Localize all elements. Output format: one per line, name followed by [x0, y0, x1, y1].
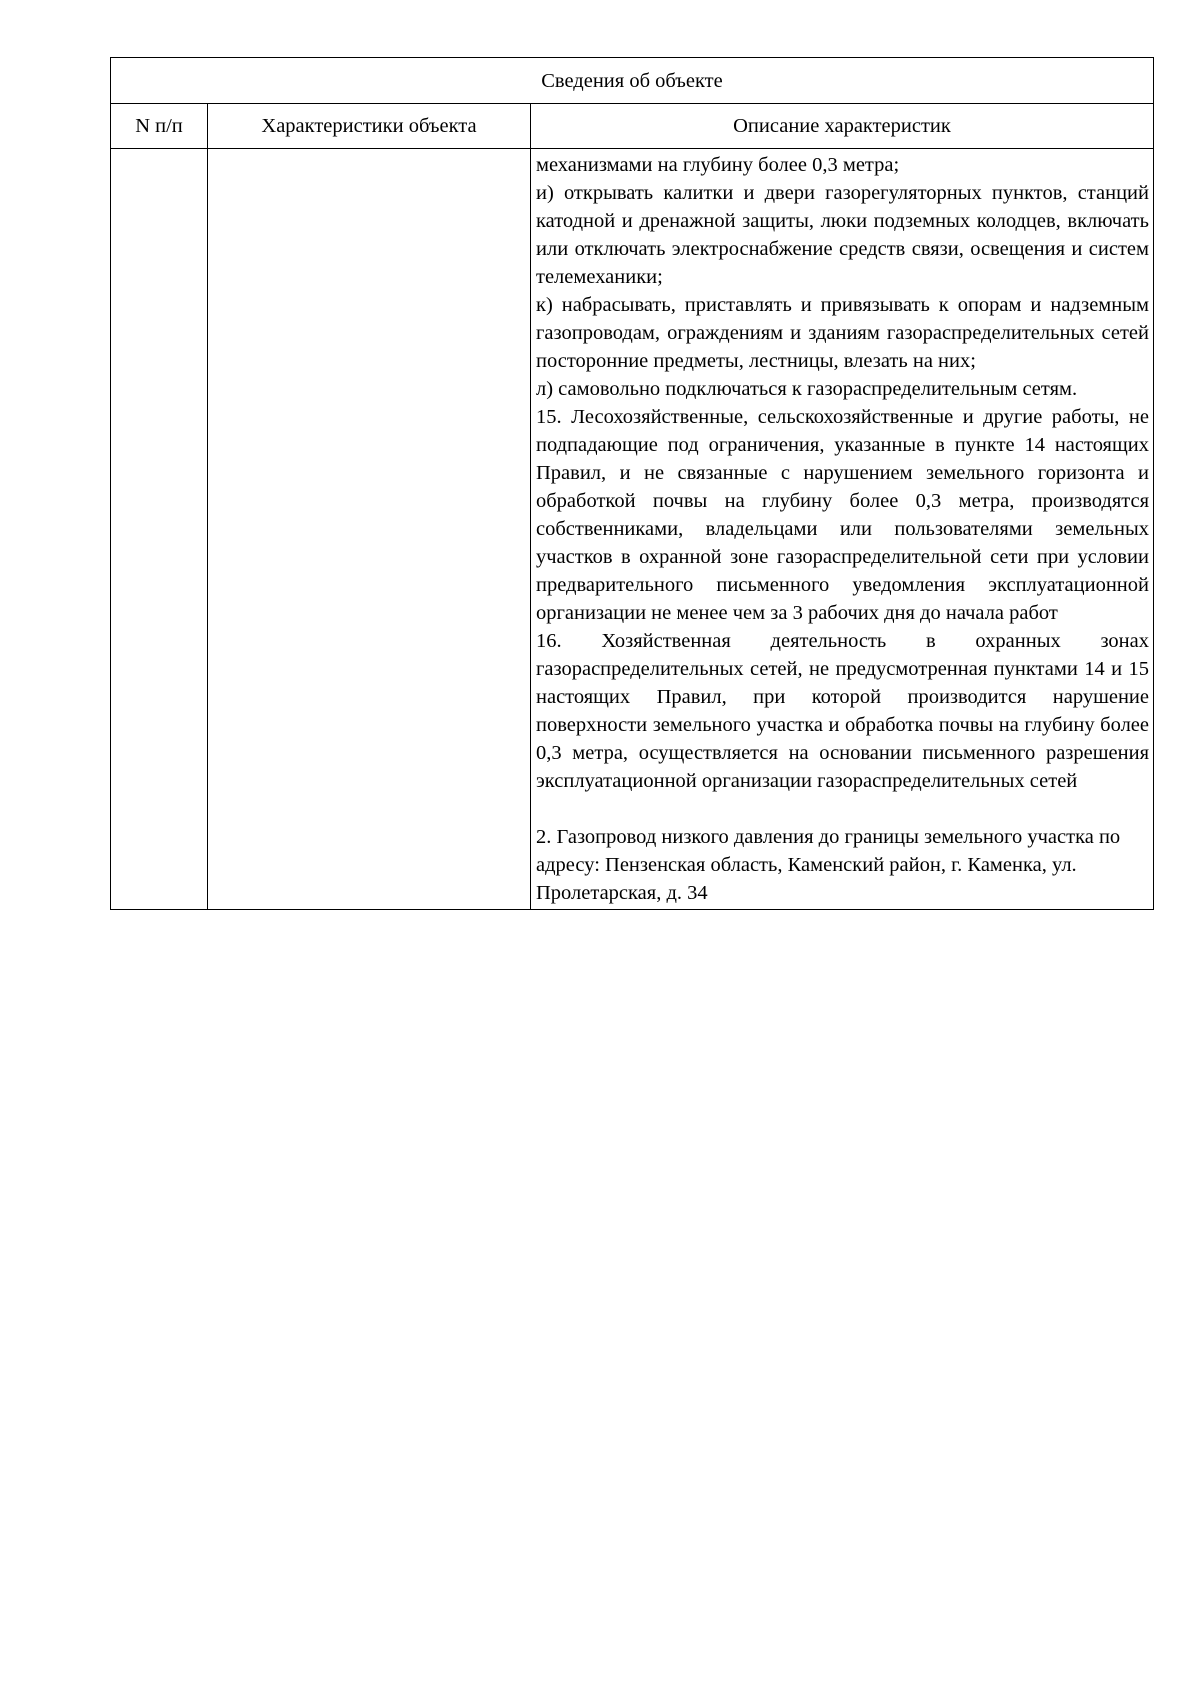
- table-header-row: [111, 104, 1154, 149]
- description-paragraph: механизмами на глубину более 0,3 метра;: [536, 154, 900, 176]
- cell-num: [111, 149, 208, 910]
- object-address-paragraph: 2. Газопровод низкого давления до границы земельного участка по адресу: Пензенская область, Каменский район, г. Каменка, ул. Пролетарская, д. 34: [536, 826, 1121, 904]
- table-row: [111, 149, 1154, 910]
- cell-description: [531, 149, 1154, 910]
- description-paragraph: л) самовольно подключаться к газораспределительным сетям.: [536, 378, 1078, 400]
- description-paragraph: 16. Хозяйственная деятельность в охранных зонах газораспределительных сетей, не предусмотренная пунктами 14 и 15 настоящих Правил, при которой производится нарушение поверхности земельного участка и обработка почвы на глубину более 0,3 метра, осуществляется на основании письменного разрешения эксплуатационной организации газораспределительных сетей: [536, 630, 1149, 792]
- description-paragraph: 15. Лесохозяйственные, сельскохозяйственные и другие работы, не подпадающие под ограничения, указанные в пункте 14 настоящих Правил, и не связанные с нарушением земельного горизонта и обработкой почвы на глубину более 0,3 метра, производятся собственниками, владельцами или пользователями земельных участков в охранной зоне газораспределительной сети при условии предварительного письменного уведомления эксплуатационной организации не менее чем за 3 рабочих дня до начала работ: [536, 406, 1149, 624]
- cell-characteristics: [208, 149, 531, 910]
- paragraph-spacer: [536, 795, 1149, 823]
- table-title: Сведения об объекте: [111, 58, 1154, 104]
- header-num: N п/п: [111, 104, 208, 149]
- header-description: Описание характеристик: [531, 104, 1154, 149]
- table-title-row: [111, 58, 1154, 104]
- header-characteristics: Характеристики объекта: [208, 104, 531, 149]
- object-info-table: [110, 57, 1154, 910]
- description-paragraph: и) открывать калитки и двери газорегуляторных пунктов, станций катодной и дренажной защиты, люки подземных колодцев, включать или отключать электроснабжение средств связи, освещения и систем телемеханики;: [536, 182, 1149, 288]
- description-paragraph: к) набрасывать, приставлять и привязывать к опорам и надземным газопроводам, ограждениям и зданиям газораспределительных сетей посторонние предметы, лестницы, влезать на них;: [536, 294, 1149, 372]
